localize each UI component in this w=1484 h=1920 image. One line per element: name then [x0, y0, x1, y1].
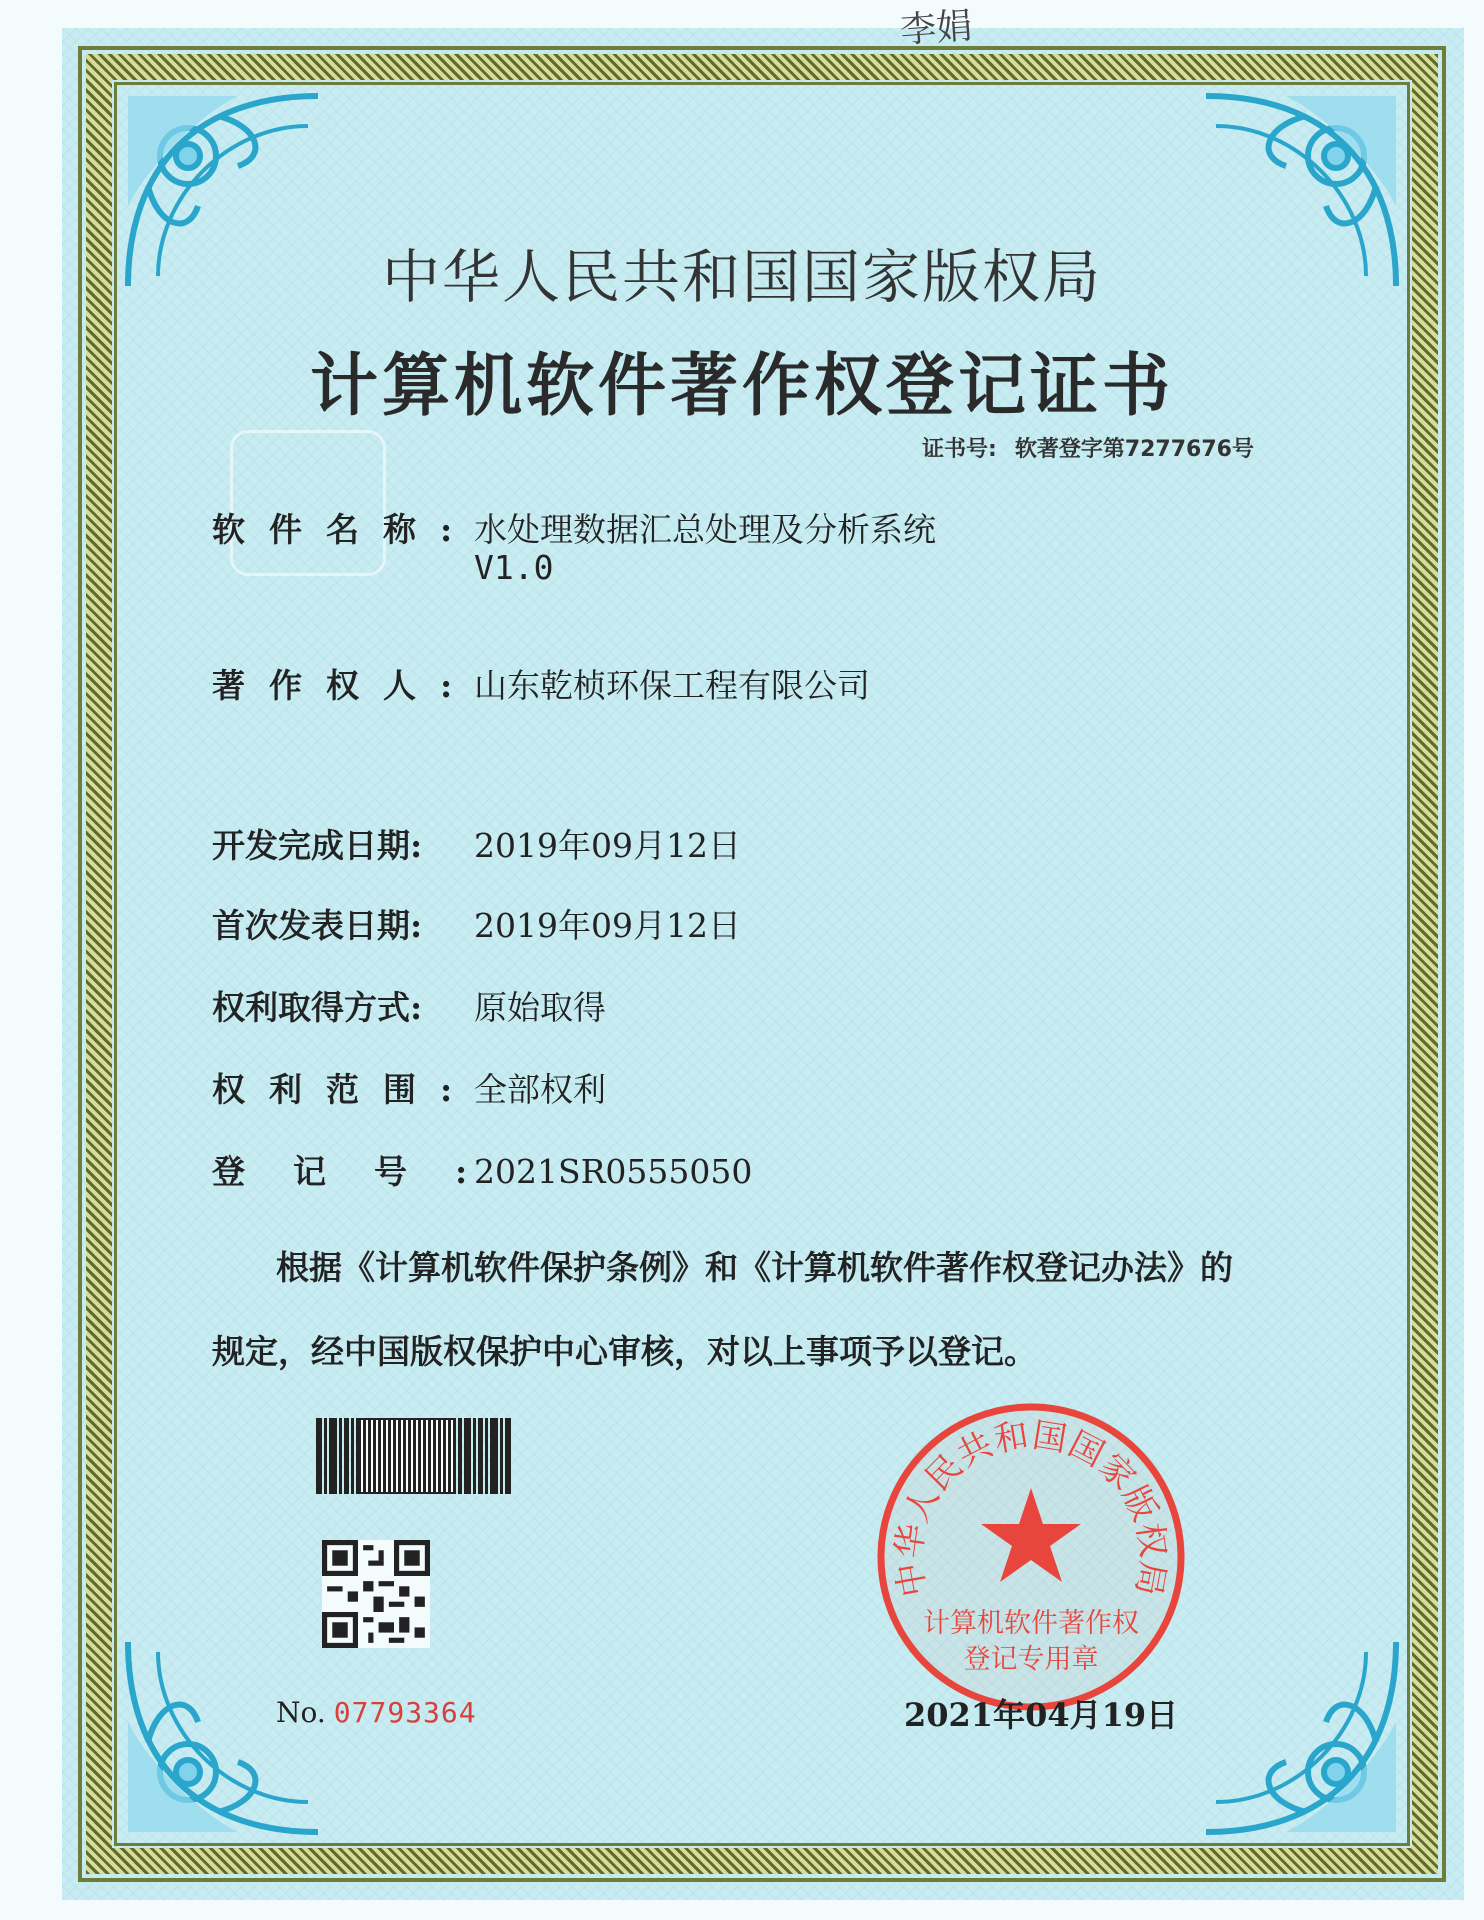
certificate-number-value: 软著登字第7277676号	[1014, 437, 1254, 462]
field-copyright-owner	[212, 660, 870, 707]
serial-prefix: No.	[276, 1696, 326, 1729]
registration-number-label: 登记号:	[212, 1152, 516, 1191]
seal-outer-text: 中华人民共和国国家版权局	[888, 1415, 1174, 1600]
embossed-watermark	[230, 430, 386, 576]
statement-line-1: 根据《计算机软件保护条例》和《计算机软件著作权登记办法》的	[276, 1248, 1233, 1287]
completion-date-value: 2019年09月12日	[474, 826, 741, 865]
software-version-value: V1.0	[474, 548, 554, 587]
qr-code	[322, 1540, 430, 1648]
first-publication-date-label: 首次发表日期:	[212, 906, 423, 945]
software-name-value: 水处理数据汇总处理及分析系统	[474, 510, 936, 549]
rights-scope-label: 权利范围:	[212, 1070, 477, 1109]
field-completion-date	[212, 820, 741, 867]
completion-date-label: 开发完成日期:	[212, 826, 423, 865]
registration-number-value: 2021SR0555050	[474, 1152, 753, 1191]
copyright-owner-value: 山东乾桢环保工程有限公司	[474, 666, 870, 705]
field-registration-number	[212, 1146, 752, 1193]
rights-scope-value: 全部权利	[474, 1070, 606, 1109]
official-seal	[874, 1400, 1188, 1714]
first-publication-date-value: 2019年09月12日	[474, 906, 741, 945]
certificate-title: 计算机软件著作权登记证书	[309, 346, 1174, 426]
field-first-publication-date	[212, 900, 741, 947]
certificate-number	[922, 432, 1254, 463]
issue-date: 2021年04月19日	[904, 1696, 1179, 1734]
barcode	[316, 1418, 522, 1494]
acquisition-method-label: 权利取得方式:	[212, 988, 423, 1027]
corner-ornament-bottom-right	[1176, 1612, 1406, 1842]
seal-inner-line-1: 计算机软件著作权	[923, 1608, 1139, 1639]
statement-line-2: 规定，经中国版权保护中心审核，对以上事项予以登记。	[212, 1332, 1037, 1371]
field-rights-scope	[212, 1064, 606, 1111]
software-name-label: 软件名称:	[212, 510, 477, 549]
acquisition-method-value: 原始取得	[474, 988, 606, 1027]
field-acquisition-method	[212, 982, 606, 1029]
seal-inner-line-2: 登记专用章	[963, 1644, 1099, 1675]
serial-number-value: 07793364	[333, 1696, 477, 1729]
field-software-name	[212, 504, 936, 551]
issuer-heading: 中华人民共和国国家版权局	[381, 243, 1102, 311]
handwritten-note: 李娟	[898, 5, 974, 52]
serial-number	[276, 1696, 477, 1729]
copyright-owner-label: 著作权人:	[212, 666, 477, 705]
certificate-number-label: 证书号:	[922, 437, 997, 462]
